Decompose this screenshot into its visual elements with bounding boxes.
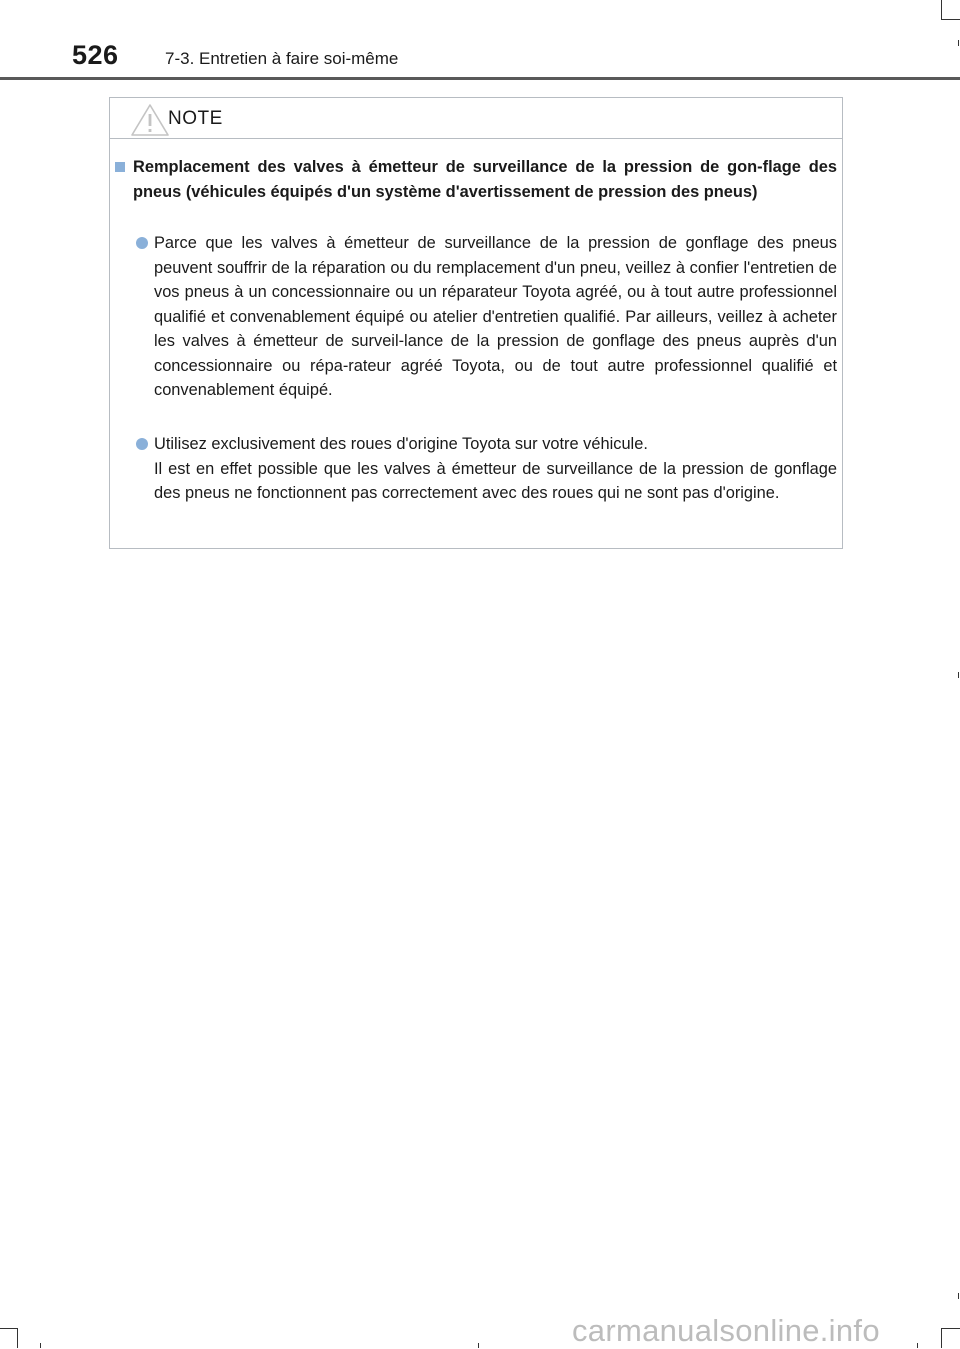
note-heading: Remplacement des valves à émetteur de surveillance de la pression de gon-flage des pneus (véhicules équipés d'un système d'avertissement de pression des pneus) [133,158,837,201]
section-title: 7-3. Entretien à faire soi-même [165,49,399,68]
page-header [0,0,960,80]
circle-bullet-icon [136,237,148,249]
crop-mark [958,1293,959,1299]
note-header [110,98,842,138]
list-item: Utilisez exclusivement des roues d'origine Toyota sur votre véhicule. Il est en effet possible que les valves à émetteur de surveillance de la pression de gonflage des pneus ne fonctionnent pas correctement avec des roues qui ne sont pas d'origine. [154,435,837,502]
header-rule [0,77,960,80]
crop-mark [958,40,959,46]
square-bullet-icon [115,162,125,172]
crop-mark [478,1343,479,1348]
list-item: Parce que les valves à émetteur de surveillance de la pression de gonflage des pneus peuvent souffrir de la réparation ou du remplacement d'un pneu, veillez à confier l'entretien de vos pneus à un concessionnaire ou un réparateur Toyota agréé, ou à tout autre professionnel qualifié et convenablement équipé ou atelier d'entretien qualifié. Par ailleurs, veillez à acheter les valves à émetteur de surveil-lance de la pression de gonflage des pneus auprès d'un concessionnaire ou répa-rateur agréé Toyota, ou de tout autre professionnel qualifié et convenablement équipé. [154,234,837,399]
crop-mark [941,1328,942,1348]
crop-mark [941,1328,960,1329]
crop-mark [17,1328,18,1348]
note-box [109,97,843,549]
note-divider [110,138,842,139]
circle-bullet-icon [136,438,148,450]
crop-mark [917,1343,918,1348]
warning-icon [130,103,170,137]
crop-mark [0,1328,18,1329]
crop-mark [40,1343,41,1348]
crop-mark [941,19,960,20]
footer-watermark: carmanualsonline.info [572,1313,880,1348]
note-label: NOTE [168,108,223,129]
crop-mark [941,0,942,20]
crop-mark [958,672,959,678]
page-number: 526 [72,40,119,70]
